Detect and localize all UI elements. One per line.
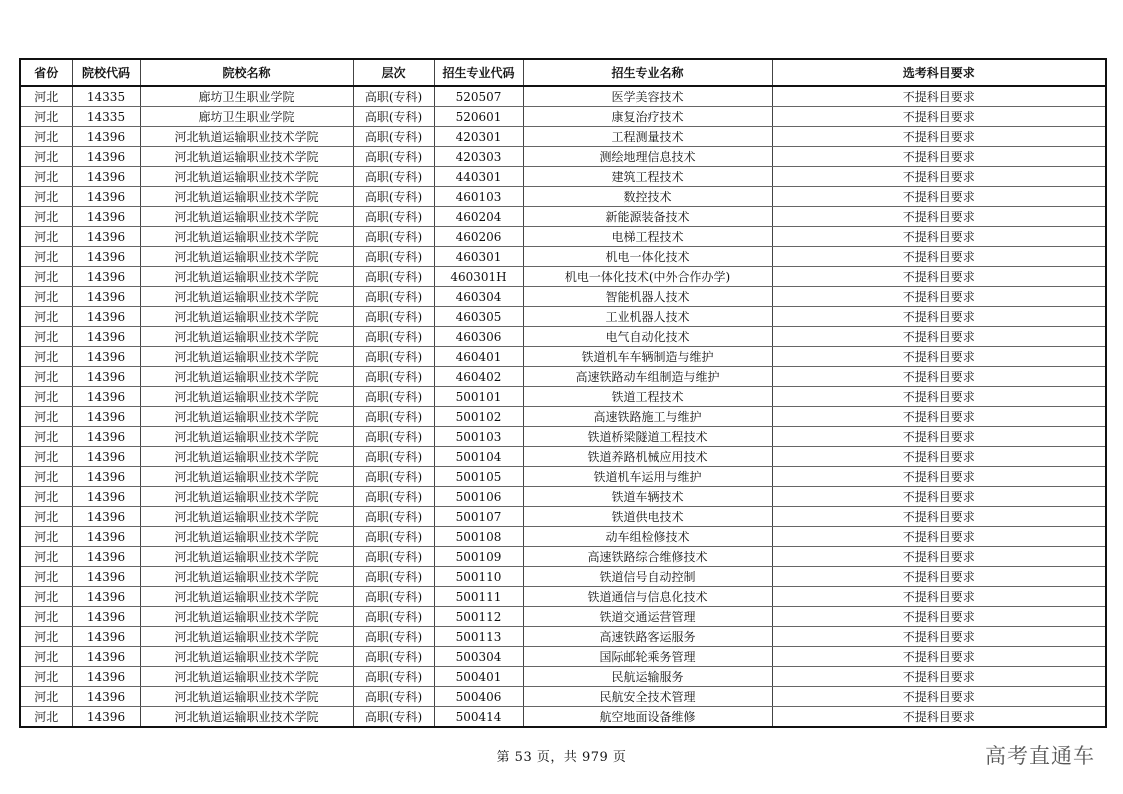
cell-school-name: 河北轨道运输职业技术学院 bbox=[140, 567, 353, 587]
table-row bbox=[20, 547, 1106, 567]
cell-level: 高职(专科) bbox=[353, 227, 434, 247]
cell-major-name: 铁道工程技术 bbox=[523, 387, 772, 407]
table-row bbox=[20, 647, 1106, 667]
cell-province: 河北 bbox=[20, 267, 72, 287]
cell-subject-requirement: 不提科目要求 bbox=[772, 367, 1106, 387]
cell-province: 河北 bbox=[20, 387, 72, 407]
cell-major-code: 460402 bbox=[434, 367, 523, 387]
cell-school-code: 14396 bbox=[72, 267, 140, 287]
cell-major-name: 电气自动化技术 bbox=[523, 327, 772, 347]
cell-level: 高职(专科) bbox=[353, 267, 434, 287]
cell-major-code: 460306 bbox=[434, 327, 523, 347]
cell-major-code: 500109 bbox=[434, 547, 523, 567]
cell-major-code: 500112 bbox=[434, 607, 523, 627]
cell-school-name: 河北轨道运输职业技术学院 bbox=[140, 547, 353, 567]
cell-major-name: 高速铁路动车组制造与维护 bbox=[523, 367, 772, 387]
cell-subject-requirement: 不提科目要求 bbox=[772, 147, 1106, 167]
cell-major-name: 铁道机车车辆制造与维护 bbox=[523, 347, 772, 367]
cell-school-name: 河北轨道运输职业技术学院 bbox=[140, 347, 353, 367]
cell-subject-requirement: 不提科目要求 bbox=[772, 607, 1106, 627]
cell-major-name: 高速铁路综合维修技术 bbox=[523, 547, 772, 567]
cell-major-name: 铁道供电技术 bbox=[523, 507, 772, 527]
table-row bbox=[20, 387, 1106, 407]
cell-major-name: 数控技术 bbox=[523, 187, 772, 207]
cell-province: 河北 bbox=[20, 287, 72, 307]
cell-school-name: 河北轨道运输职业技术学院 bbox=[140, 647, 353, 667]
cell-subject-requirement: 不提科目要求 bbox=[772, 387, 1106, 407]
table-body bbox=[20, 86, 1106, 727]
cell-major-name: 高速铁路施工与维护 bbox=[523, 407, 772, 427]
cell-major-name: 智能机器人技术 bbox=[523, 287, 772, 307]
cell-subject-requirement: 不提科目要求 bbox=[772, 527, 1106, 547]
cell-subject-requirement: 不提科目要求 bbox=[772, 267, 1106, 287]
cell-school-code: 14396 bbox=[72, 587, 140, 607]
cell-level: 高职(专科) bbox=[353, 607, 434, 627]
header-province: 省份 bbox=[20, 59, 72, 86]
cell-major-code: 460301 bbox=[434, 247, 523, 267]
cell-level: 高职(专科) bbox=[353, 547, 434, 567]
cell-school-code: 14396 bbox=[72, 547, 140, 567]
cell-major-code: 500103 bbox=[434, 427, 523, 447]
table-row bbox=[20, 287, 1106, 307]
cell-province: 河北 bbox=[20, 207, 72, 227]
cell-major-code: 520507 bbox=[434, 86, 523, 107]
table-row bbox=[20, 487, 1106, 507]
cell-major-name: 动车组检修技术 bbox=[523, 527, 772, 547]
cell-level: 高职(专科) bbox=[353, 467, 434, 487]
cell-level: 高职(专科) bbox=[353, 427, 434, 447]
table-row bbox=[20, 327, 1106, 347]
cell-level: 高职(专科) bbox=[353, 127, 434, 147]
cell-major-code: 460305 bbox=[434, 307, 523, 327]
cell-level: 高职(专科) bbox=[353, 327, 434, 347]
cell-province: 河北 bbox=[20, 86, 72, 107]
table-row bbox=[20, 567, 1106, 587]
cell-province: 河北 bbox=[20, 407, 72, 427]
cell-major-name: 国际邮轮乘务管理 bbox=[523, 647, 772, 667]
table-row bbox=[20, 367, 1106, 387]
cell-major-name: 建筑工程技术 bbox=[523, 167, 772, 187]
header-row bbox=[20, 59, 1106, 86]
cell-school-code: 14396 bbox=[72, 527, 140, 547]
cell-province: 河北 bbox=[20, 487, 72, 507]
cell-school-code: 14396 bbox=[72, 487, 140, 507]
cell-subject-requirement: 不提科目要求 bbox=[772, 467, 1106, 487]
cell-level: 高职(专科) bbox=[353, 447, 434, 467]
cell-school-name: 河北轨道运输职业技术学院 bbox=[140, 467, 353, 487]
cell-subject-requirement: 不提科目要求 bbox=[772, 707, 1106, 728]
cell-school-name: 廊坊卫生职业学院 bbox=[140, 107, 353, 127]
table-row bbox=[20, 187, 1106, 207]
admission-table bbox=[19, 58, 1107, 728]
cell-subject-requirement: 不提科目要求 bbox=[772, 327, 1106, 347]
cell-major-name: 工程测量技术 bbox=[523, 127, 772, 147]
cell-province: 河北 bbox=[20, 247, 72, 267]
cell-subject-requirement: 不提科目要求 bbox=[772, 647, 1106, 667]
cell-major-name: 铁道车辆技术 bbox=[523, 487, 772, 507]
cell-subject-requirement: 不提科目要求 bbox=[772, 667, 1106, 687]
cell-school-name: 河北轨道运输职业技术学院 bbox=[140, 127, 353, 147]
cell-province: 河北 bbox=[20, 147, 72, 167]
cell-major-name: 航空地面设备维修 bbox=[523, 707, 772, 728]
cell-level: 高职(专科) bbox=[353, 367, 434, 387]
cell-school-name: 河北轨道运输职业技术学院 bbox=[140, 687, 353, 707]
cell-major-name: 机电一体化技术 bbox=[523, 247, 772, 267]
cell-province: 河北 bbox=[20, 547, 72, 567]
cell-school-code: 14335 bbox=[72, 107, 140, 127]
cell-subject-requirement: 不提科目要求 bbox=[772, 407, 1106, 427]
cell-major-code: 460301H bbox=[434, 267, 523, 287]
cell-major-name: 民航安全技术管理 bbox=[523, 687, 772, 707]
cell-school-name: 河北轨道运输职业技术学院 bbox=[140, 367, 353, 387]
cell-school-code: 14396 bbox=[72, 507, 140, 527]
cell-subject-requirement: 不提科目要求 bbox=[772, 247, 1106, 267]
cell-level: 高职(专科) bbox=[353, 207, 434, 227]
cell-school-name: 廊坊卫生职业学院 bbox=[140, 86, 353, 107]
cell-level: 高职(专科) bbox=[353, 187, 434, 207]
cell-subject-requirement: 不提科目要求 bbox=[772, 187, 1106, 207]
cell-school-code: 14396 bbox=[72, 227, 140, 247]
cell-school-code: 14396 bbox=[72, 707, 140, 728]
cell-level: 高职(专科) bbox=[353, 527, 434, 547]
cell-province: 河北 bbox=[20, 607, 72, 627]
cell-province: 河北 bbox=[20, 627, 72, 647]
cell-province: 河北 bbox=[20, 367, 72, 387]
table-row bbox=[20, 207, 1106, 227]
cell-school-code: 14396 bbox=[72, 287, 140, 307]
cell-subject-requirement: 不提科目要求 bbox=[772, 487, 1106, 507]
cell-major-code: 500102 bbox=[434, 407, 523, 427]
cell-subject-requirement: 不提科目要求 bbox=[772, 427, 1106, 447]
cell-province: 河北 bbox=[20, 687, 72, 707]
cell-subject-requirement: 不提科目要求 bbox=[772, 227, 1106, 247]
cell-major-code: 420301 bbox=[434, 127, 523, 147]
table-row bbox=[20, 107, 1106, 127]
cell-level: 高职(专科) bbox=[353, 287, 434, 307]
cell-school-name: 河北轨道运输职业技术学院 bbox=[140, 667, 353, 687]
cell-level: 高职(专科) bbox=[353, 487, 434, 507]
cell-major-name: 测绘地理信息技术 bbox=[523, 147, 772, 167]
cell-school-name: 河北轨道运输职业技术学院 bbox=[140, 167, 353, 187]
table-row bbox=[20, 667, 1106, 687]
table-row bbox=[20, 707, 1106, 728]
cell-province: 河北 bbox=[20, 347, 72, 367]
cell-subject-requirement: 不提科目要求 bbox=[772, 347, 1106, 367]
cell-school-code: 14396 bbox=[72, 407, 140, 427]
cell-major-name: 铁道养路机械应用技术 bbox=[523, 447, 772, 467]
cell-major-name: 铁道机车运用与维护 bbox=[523, 467, 772, 487]
header-school-code: 院校代码 bbox=[72, 59, 140, 86]
cell-school-code: 14396 bbox=[72, 567, 140, 587]
cell-major-name: 康复治疗技术 bbox=[523, 107, 772, 127]
cell-subject-requirement: 不提科目要求 bbox=[772, 167, 1106, 187]
table-row bbox=[20, 227, 1106, 247]
cell-major-code: 520601 bbox=[434, 107, 523, 127]
cell-level: 高职(专科) bbox=[353, 567, 434, 587]
cell-major-code: 460204 bbox=[434, 207, 523, 227]
cell-major-name: 民航运输服务 bbox=[523, 667, 772, 687]
cell-school-code: 14396 bbox=[72, 687, 140, 707]
cell-level: 高职(专科) bbox=[353, 147, 434, 167]
table-row bbox=[20, 127, 1106, 147]
cell-school-code: 14396 bbox=[72, 127, 140, 147]
cell-subject-requirement: 不提科目要求 bbox=[772, 567, 1106, 587]
table-row bbox=[20, 447, 1106, 467]
cell-province: 河北 bbox=[20, 227, 72, 247]
cell-subject-requirement: 不提科目要求 bbox=[772, 687, 1106, 707]
table-row bbox=[20, 467, 1106, 487]
cell-school-code: 14396 bbox=[72, 667, 140, 687]
cell-level: 高职(专科) bbox=[353, 667, 434, 687]
cell-school-code: 14396 bbox=[72, 367, 140, 387]
cell-province: 河北 bbox=[20, 647, 72, 667]
cell-subject-requirement: 不提科目要求 bbox=[772, 107, 1106, 127]
cell-school-code: 14396 bbox=[72, 347, 140, 367]
header-school-name: 院校名称 bbox=[140, 59, 353, 86]
cell-province: 河北 bbox=[20, 187, 72, 207]
cell-school-name: 河北轨道运输职业技术学院 bbox=[140, 407, 353, 427]
table-row bbox=[20, 407, 1106, 427]
cell-school-code: 14396 bbox=[72, 247, 140, 267]
cell-major-code: 460304 bbox=[434, 287, 523, 307]
watermark-text: 高考直通车 bbox=[985, 744, 1095, 768]
cell-school-code: 14335 bbox=[72, 86, 140, 107]
cell-province: 河北 bbox=[20, 527, 72, 547]
cell-major-code: 460206 bbox=[434, 227, 523, 247]
table-row bbox=[20, 687, 1106, 707]
cell-level: 高职(专科) bbox=[353, 507, 434, 527]
cell-major-name: 电梯工程技术 bbox=[523, 227, 772, 247]
cell-level: 高职(专科) bbox=[353, 587, 434, 607]
cell-subject-requirement: 不提科目要求 bbox=[772, 587, 1106, 607]
table-row bbox=[20, 527, 1106, 547]
cell-province: 河北 bbox=[20, 427, 72, 447]
table-row bbox=[20, 147, 1106, 167]
header-major-code: 招生专业代码 bbox=[434, 59, 523, 86]
cell-subject-requirement: 不提科目要求 bbox=[772, 507, 1106, 527]
cell-level: 高职(专科) bbox=[353, 167, 434, 187]
table-row bbox=[20, 307, 1106, 327]
cell-major-code: 460401 bbox=[434, 347, 523, 367]
cell-school-name: 河北轨道运输职业技术学院 bbox=[140, 487, 353, 507]
table-row bbox=[20, 247, 1106, 267]
cell-level: 高职(专科) bbox=[353, 247, 434, 267]
cell-school-name: 河北轨道运输职业技术学院 bbox=[140, 387, 353, 407]
cell-major-code: 460103 bbox=[434, 187, 523, 207]
cell-province: 河北 bbox=[20, 467, 72, 487]
cell-subject-requirement: 不提科目要求 bbox=[772, 207, 1106, 227]
cell-school-name: 河北轨道运输职业技术学院 bbox=[140, 207, 353, 227]
cell-major-code: 500106 bbox=[434, 487, 523, 507]
cell-province: 河北 bbox=[20, 107, 72, 127]
cell-school-code: 14396 bbox=[72, 187, 140, 207]
table-row bbox=[20, 86, 1106, 107]
cell-school-code: 14396 bbox=[72, 327, 140, 347]
cell-major-name: 新能源装备技术 bbox=[523, 207, 772, 227]
table-row bbox=[20, 347, 1106, 367]
cell-subject-requirement: 不提科目要求 bbox=[772, 627, 1106, 647]
cell-major-name: 医学美容技术 bbox=[523, 86, 772, 107]
cell-major-name: 高速铁路客运服务 bbox=[523, 627, 772, 647]
cell-level: 高职(专科) bbox=[353, 687, 434, 707]
cell-school-code: 14396 bbox=[72, 447, 140, 467]
cell-major-code: 420303 bbox=[434, 147, 523, 167]
cell-school-name: 河北轨道运输职业技术学院 bbox=[140, 507, 353, 527]
cell-school-code: 14396 bbox=[72, 627, 140, 647]
cell-major-code: 500414 bbox=[434, 707, 523, 728]
cell-major-code: 500101 bbox=[434, 387, 523, 407]
cell-subject-requirement: 不提科目要求 bbox=[772, 547, 1106, 567]
cell-school-name: 河北轨道运输职业技术学院 bbox=[140, 227, 353, 247]
cell-school-name: 河北轨道运输职业技术学院 bbox=[140, 287, 353, 307]
table-row bbox=[20, 267, 1106, 287]
cell-school-name: 河北轨道运输职业技术学院 bbox=[140, 587, 353, 607]
cell-subject-requirement: 不提科目要求 bbox=[772, 447, 1106, 467]
cell-major-code: 500406 bbox=[434, 687, 523, 707]
cell-school-name: 河北轨道运输职业技术学院 bbox=[140, 247, 353, 267]
header-subject-requirement: 选考科目要求 bbox=[772, 59, 1106, 86]
cell-major-code: 500113 bbox=[434, 627, 523, 647]
cell-province: 河北 bbox=[20, 587, 72, 607]
cell-school-name: 河北轨道运输职业技术学院 bbox=[140, 267, 353, 287]
cell-major-name: 铁道交通运营管理 bbox=[523, 607, 772, 627]
cell-school-code: 14396 bbox=[72, 307, 140, 327]
cell-province: 河北 bbox=[20, 707, 72, 728]
cell-province: 河北 bbox=[20, 167, 72, 187]
cell-subject-requirement: 不提科目要求 bbox=[772, 86, 1106, 107]
cell-level: 高职(专科) bbox=[353, 307, 434, 327]
cell-level: 高职(专科) bbox=[353, 407, 434, 427]
cell-province: 河北 bbox=[20, 507, 72, 527]
cell-major-code: 500104 bbox=[434, 447, 523, 467]
table-row bbox=[20, 627, 1106, 647]
cell-subject-requirement: 不提科目要求 bbox=[772, 127, 1106, 147]
cell-school-name: 河北轨道运输职业技术学院 bbox=[140, 527, 353, 547]
cell-province: 河北 bbox=[20, 307, 72, 327]
cell-major-code: 500401 bbox=[434, 667, 523, 687]
cell-school-name: 河北轨道运输职业技术学院 bbox=[140, 147, 353, 167]
cell-major-name: 机电一体化技术(中外合作办学) bbox=[523, 267, 772, 287]
cell-school-name: 河北轨道运输职业技术学院 bbox=[140, 427, 353, 447]
cell-school-name: 河北轨道运输职业技术学院 bbox=[140, 607, 353, 627]
cell-level: 高职(专科) bbox=[353, 647, 434, 667]
table-row bbox=[20, 167, 1106, 187]
cell-school-code: 14396 bbox=[72, 207, 140, 227]
cell-major-code: 500111 bbox=[434, 587, 523, 607]
cell-major-name: 铁道通信与信息化技术 bbox=[523, 587, 772, 607]
cell-level: 高职(专科) bbox=[353, 107, 434, 127]
cell-school-name: 河北轨道运输职业技术学院 bbox=[140, 187, 353, 207]
cell-school-code: 14396 bbox=[72, 387, 140, 407]
cell-level: 高职(专科) bbox=[353, 347, 434, 367]
cell-school-name: 河北轨道运输职业技术学院 bbox=[140, 327, 353, 347]
table-row bbox=[20, 427, 1106, 447]
table-row bbox=[20, 587, 1106, 607]
cell-major-code: 500304 bbox=[434, 647, 523, 667]
cell-school-code: 14396 bbox=[72, 147, 140, 167]
cell-major-code: 440301 bbox=[434, 167, 523, 187]
cell-school-code: 14396 bbox=[72, 467, 140, 487]
cell-province: 河北 bbox=[20, 127, 72, 147]
cell-level: 高职(专科) bbox=[353, 707, 434, 728]
cell-school-name: 河北轨道运输职业技术学院 bbox=[140, 707, 353, 728]
cell-level: 高职(专科) bbox=[353, 627, 434, 647]
cell-subject-requirement: 不提科目要求 bbox=[772, 287, 1106, 307]
cell-major-code: 500105 bbox=[434, 467, 523, 487]
cell-subject-requirement: 不提科目要求 bbox=[772, 307, 1106, 327]
cell-major-name: 铁道桥梁隧道工程技术 bbox=[523, 427, 772, 447]
cell-school-code: 14396 bbox=[72, 427, 140, 447]
table-row bbox=[20, 507, 1106, 527]
cell-school-code: 14396 bbox=[72, 167, 140, 187]
page-number: 第 53 页，共 979 页 bbox=[496, 750, 627, 765]
cell-school-name: 河北轨道运输职业技术学院 bbox=[140, 627, 353, 647]
cell-level: 高职(专科) bbox=[353, 387, 434, 407]
cell-major-code: 500110 bbox=[434, 567, 523, 587]
cell-major-code: 500107 bbox=[434, 507, 523, 527]
cell-province: 河北 bbox=[20, 447, 72, 467]
cell-province: 河北 bbox=[20, 327, 72, 347]
cell-major-name: 铁道信号自动控制 bbox=[523, 567, 772, 587]
cell-school-name: 河北轨道运输职业技术学院 bbox=[140, 307, 353, 327]
cell-school-code: 14396 bbox=[72, 607, 140, 627]
cell-major-name: 工业机器人技术 bbox=[523, 307, 772, 327]
cell-school-code: 14396 bbox=[72, 647, 140, 667]
cell-province: 河北 bbox=[20, 667, 72, 687]
cell-school-name: 河北轨道运输职业技术学院 bbox=[140, 447, 353, 467]
cell-level: 高职(专科) bbox=[353, 86, 434, 107]
cell-major-code: 500108 bbox=[434, 527, 523, 547]
cell-province: 河北 bbox=[20, 567, 72, 587]
header-major-name: 招生专业名称 bbox=[523, 59, 772, 86]
header-level: 层次 bbox=[353, 59, 434, 86]
table-row bbox=[20, 607, 1106, 627]
